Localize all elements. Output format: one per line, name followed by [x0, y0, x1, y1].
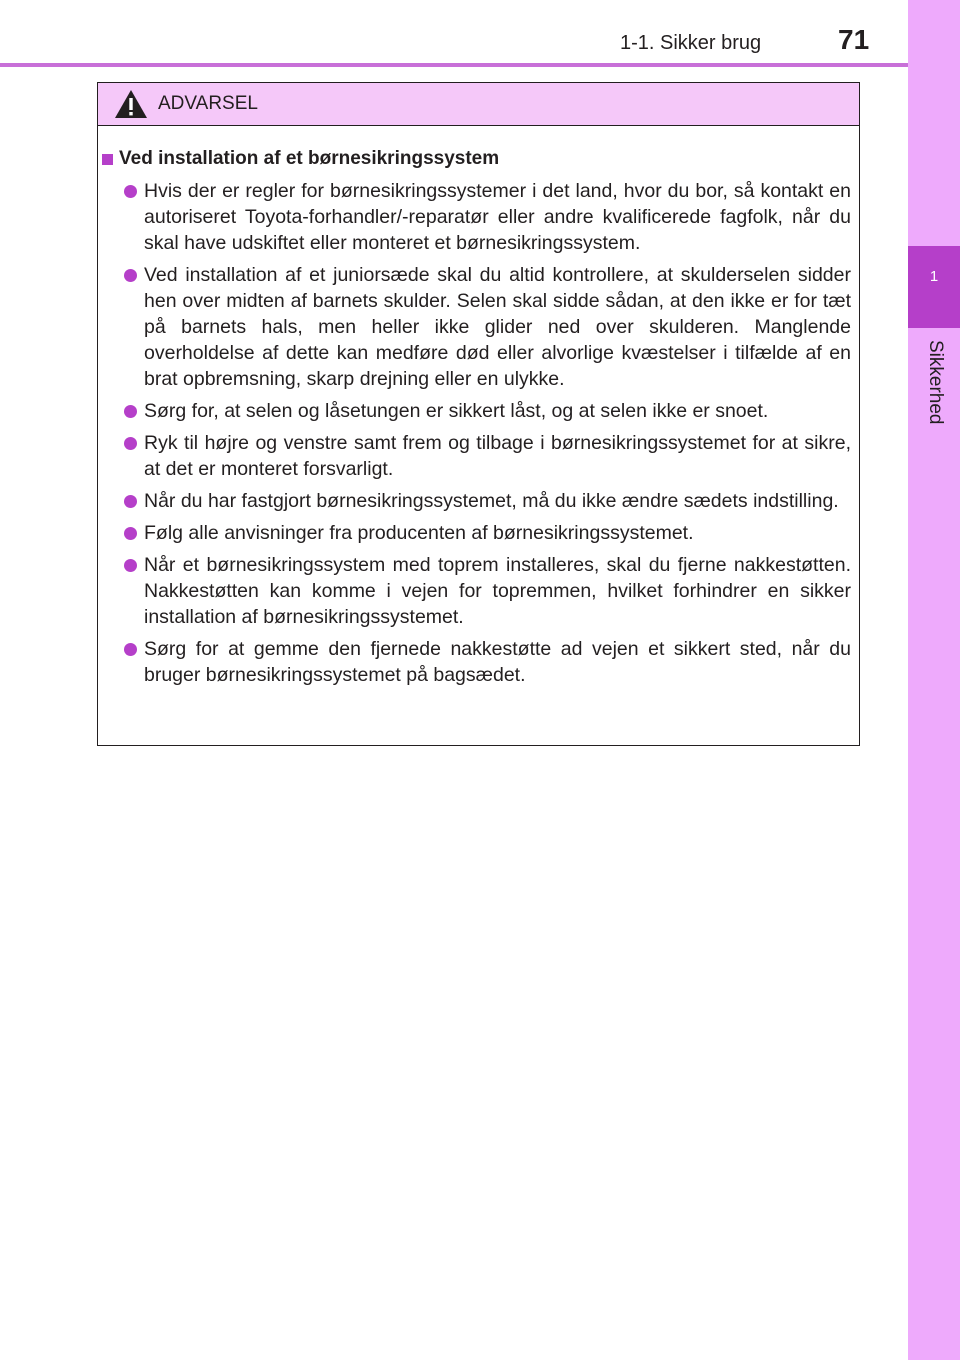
warning-item: [102, 636, 851, 688]
warning-item: [102, 552, 851, 630]
warning-item-text: Sørg for, at selen og låsetungen er sikkert låst, og at selen ikke er snoet.: [144, 400, 769, 422]
square-bullet-icon: [102, 154, 113, 165]
chapter-label: Sikkerhed: [925, 340, 946, 425]
warning-item: [102, 488, 851, 514]
circle-bullet-icon: [124, 185, 137, 198]
warning-item-text: Sørg for at gemme den fjernede nakkestøtte ad vejen et sikkert sted, når du bruger børnesikringssystemet på bagsædet.: [144, 638, 851, 686]
warning-body: [98, 126, 859, 688]
warning-triangle-icon: [114, 89, 148, 119]
warning-label: ADVARSEL: [158, 93, 258, 114]
section-title: 1-1. Sikker brug: [620, 32, 762, 54]
side-strip: [908, 0, 960, 1360]
warning-item-text: Ved installation af et juniorsæde skal du altid kontrollere, at skulderselen sidder hen over midten af barnets skulder. Selen skal sidde sådan, at den ikke er for tæt på barnets hals, men heller ikke glider ned over skulderen. Manglende overholdelse af dette kan medføre død eller alvorlige kvæstelser i tilfælde af en brat opbremsning, skarp drejning eller en ulykke.: [144, 264, 851, 390]
circle-bullet-icon: [124, 495, 137, 508]
header-rule: [0, 63, 908, 67]
warning-header: [98, 83, 859, 126]
warning-subheading: [102, 146, 851, 172]
circle-bullet-icon: [124, 405, 137, 418]
chapter-number: 1: [929, 268, 939, 285]
warning-item: [102, 520, 851, 546]
warning-item: [102, 178, 851, 256]
circle-bullet-icon: [124, 643, 137, 656]
page-number: 71: [838, 24, 870, 55]
warning-item-text: Hvis der er regler for børnesikringssystemer i det land, hvor du bor, så kontakt en autoriseret Toyota-forhandler/-reparatør eller andre kvalificerede fagfolk, når du skal have udskiftet eller monteret et børnesikringssystem.: [144, 180, 851, 254]
chapter-tab: [908, 246, 960, 328]
circle-bullet-icon: [124, 527, 137, 540]
warning-item-text: Når du har fastgjort børnesikringssystemet, må du ikke ændre sædets indstilling.: [144, 490, 839, 512]
warning-item-text: Ryk til højre og venstre samt frem og tilbage i børnesikringssystemet for at sikre, at det er monteret forsvarligt.: [144, 432, 851, 480]
circle-bullet-icon: [124, 559, 137, 572]
warning-heading-text: Ved installation af et børnesikringssystem: [119, 148, 500, 169]
warning-item-text: Når et børnesikringssystem med toprem installeres, skal du fjerne nakkestøtten. Nakkestøtten kan komme i vejen for topremmen, hvilket forhindrer en sikker installation af børnesikringssystemet.: [144, 554, 851, 628]
warning-item: [102, 430, 851, 482]
warning-box: [97, 82, 860, 746]
warning-item: [102, 262, 851, 392]
circle-bullet-icon: [124, 269, 137, 282]
circle-bullet-icon: [124, 437, 137, 450]
warning-item: [102, 398, 851, 424]
warning-item-text: Følg alle anvisninger fra producenten af børnesikringssystemet.: [144, 522, 694, 544]
